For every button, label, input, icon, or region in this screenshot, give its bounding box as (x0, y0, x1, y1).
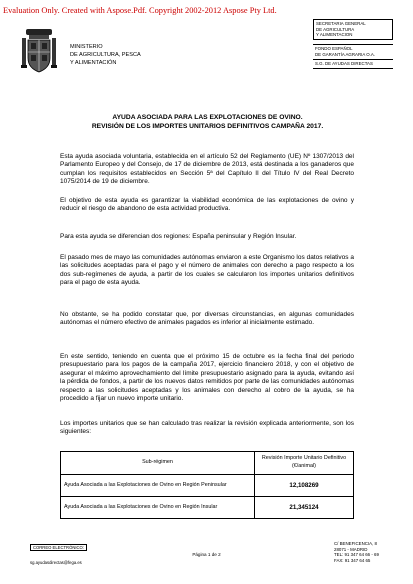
amount-cell: 21,345124 (255, 497, 354, 519)
paragraph: Para esta ayuda se diferencian dos regiones: España peninsular y Región Insular. (60, 233, 297, 240)
title-line-2: REVISIÓN DE LOS IMPORTES UNITARIOS DEFINITIVOS CAMPAÑA 2017. (91, 123, 324, 130)
address-line: FAX: 91 347 64 65 (334, 557, 371, 563)
address-line: TEL: 91 347 64 66 - 69 (334, 552, 379, 557)
ministry-name (70, 43, 141, 68)
coat-of-arms-logo (20, 28, 58, 74)
unit-amounts-table (60, 451, 354, 519)
fega-line: DE GARANTÍA AGRARIA O.A. (315, 52, 376, 57)
fega-line: FONDO ESPAÑOL (315, 46, 353, 51)
title-line-1: AYUDA ASOCIADA PARA LAS EXPLOTACIONES DE OVINO. (112, 114, 303, 121)
email-label: CORREO ELECTRÓNICO: (30, 544, 87, 551)
divider (313, 59, 393, 60)
column-header: Revisión Importe Unitario Definitivo (€/animal) (255, 452, 354, 475)
paragraph: El pasado mes de mayo las comunidades autónomas enviaron a este Organismo los datos relativos a las solicitudes aceptadas para el pago y el número de animales con derecho a pago respecto a los dos sub-regímenes de ayuda, a partir de los cuales se calcularon los importes unitarios definitivos para el pago de esta ayuda. (60, 254, 354, 287)
postal-address (334, 541, 379, 563)
document-title (60, 113, 355, 131)
secretaria-box (313, 19, 393, 40)
evaluation-watermark: Evaluation Only. Created with Aspose.Pdf. Copyright 2002-2012 Aspose Pty Ltd. (3, 6, 277, 15)
address-line: C/ BENEFICENCIA, 8 (334, 541, 377, 546)
subregime-cell: Ayuda Asociada a las Explotaciones de Ovino en Región Insular (61, 497, 255, 519)
paragraph: En este sentido, teniendo en cuenta que el próximo 15 de octubre es la fecha final del periodo presupuestario para los pagos de la campaña 2017, ejercicio financiero 2018, y con el objetivo de asegurar el máximo aprovechamiento del límite presupuestario asignado para la ayuda, evitando así la pérdida de fondos, a partir de los nuevos datos remitidos por parte de las comunidades autónomas respecto a las solicitudes aceptadas y los animales con derecho al cobro de la ayuda, se ha procedido a fijar un nuevo importe unitario. (60, 353, 354, 403)
table-row (61, 497, 354, 519)
secretaria-line: DE AGRICULTURA (316, 26, 355, 32)
fega-line: S.G. DE AYUDAS DIRECTAS (315, 61, 373, 66)
paragraph: El objetivo de esta ayuda es garantizar la viabilidad económica de las explotaciones de ovino y reducir el riesgo de abandono de esta actividad productiva. (60, 197, 354, 213)
ministry-line: Y ALIMENTACIÓN (70, 60, 117, 67)
column-header: Sub-régimen (61, 452, 255, 475)
fega-header (313, 43, 393, 70)
ministry-line: DE AGRICULTURA, PESCA (70, 52, 141, 59)
secretaria-line: SECRETARIA GENERAL (316, 21, 366, 26)
subregime-cell: Ayuda Asociada a las Explotaciones de Ovino en Región Peninsular (61, 475, 255, 497)
email-address: sg.ayudasdirectas@fega.es (30, 560, 82, 565)
paragraph: Esta ayuda asociada voluntaria, establecida en el artículo 52 del Reglamento (UE) Nº 1307/2013 del Parlamento Europeo y del Consejo, de 17 de diciembre de 2013, está destinada a los ganaderos que cumplan los requisitos establecidos en Sección 5ª del Capítulo II del Título IV del Real Decreto 1075/2014 de 19 de diciembre. (60, 153, 354, 186)
table-header-row (61, 452, 354, 475)
table-row (61, 475, 354, 497)
amount-cell: 12,108269 (255, 475, 354, 497)
secretaria-line: Y ALIMENTACION (316, 32, 353, 38)
divider (313, 44, 393, 45)
paragraph: No obstante, se ha podido constatar que, por diversas circunstancias, en algunas comunidades autónomas el número efectivo de animales pagados es inferior al inicialmente estimado. (60, 311, 354, 327)
paragraph: Los importes unitarios que se han calculado tras realizar la revisión explicada anteriormente, son los siguientes: (60, 420, 354, 436)
divider (313, 68, 393, 69)
ministry-line: MINISTERIO (70, 44, 103, 50)
address-line: 28071 - MADRID (334, 546, 368, 552)
page-number: Página 1 de 2 (192, 552, 221, 557)
